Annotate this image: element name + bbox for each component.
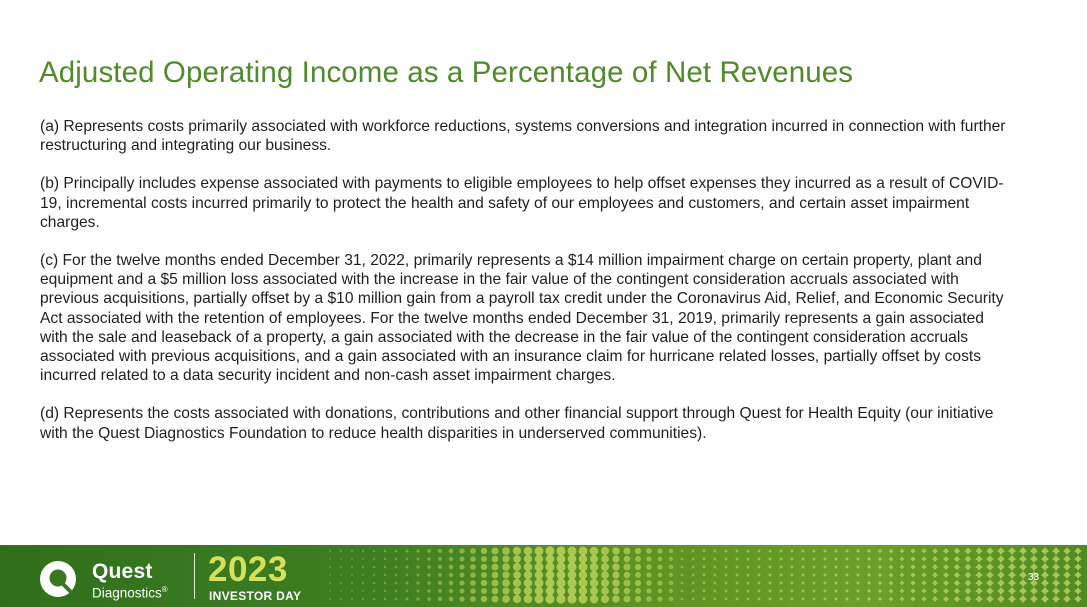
footnote-b: (b) Principally includes expense associated with payments to eligible employees to help offset expenses they incurred as a result of COVID-19, incremental costs incurred primarily to protect the health and safety of our employees and customers, and certain asset impairment charges. [40, 175, 1004, 231]
brand-sub [92, 582, 168, 602]
event-year: 2023 [208, 550, 288, 589]
footnote-c: (c) For the twelve months ended December 31, 2022, primarily represents a $14 million impairment charge on certain property, plant and equipment and a $5 million loss associated with the increase in the fair value of the contingent consideration accruals associated with previous acquisitions, partially offset by a $10 million gain from a payroll tax credit under the Coronavirus Aid, Relief, and Economic Security Act associated with the retention of employees. For the twelve months ended December 31, 2019, primarily represents a gain associated with the sale and leaseback of a property, a gain associated with the decrease in the fair value of the contingent consideration accruals associated with previous acquisitions, and a gain associated with an insurance claim for hurricane related losses, partially offset by costs incurred related to a data security incident and non-cash asset impairment charges. [40, 252, 1004, 385]
footer-divider [194, 553, 195, 599]
brand-name: Quest [92, 560, 153, 583]
trademark-symbol: ® [161, 585, 168, 594]
brand-wordmark [92, 561, 168, 602]
page-number: 33 [1028, 572, 1040, 583]
footnote-d: (d) Represents the costs associated with donations, contributions and other financial support through Quest for Health Equity (our initiative with the Quest Diagnostics Foundation to reduce health disparities in underserved communities). [40, 405, 994, 442]
footnotes [40, 117, 1015, 462]
footer-band [0, 545, 1087, 607]
brand-sub-text: Diagnostics [92, 585, 162, 601]
event-name: INVESTOR DAY [209, 589, 302, 603]
quest-logo-icon [38, 559, 78, 599]
slide-title: Adjusted Operating Income as a Percentage of Net Revenues [39, 56, 854, 89]
footnote-a: (a) Represents costs primarily associated with workforce reductions, systems conversions and integration incurred in connection with further restructuring and integrating our business. [40, 118, 1006, 155]
